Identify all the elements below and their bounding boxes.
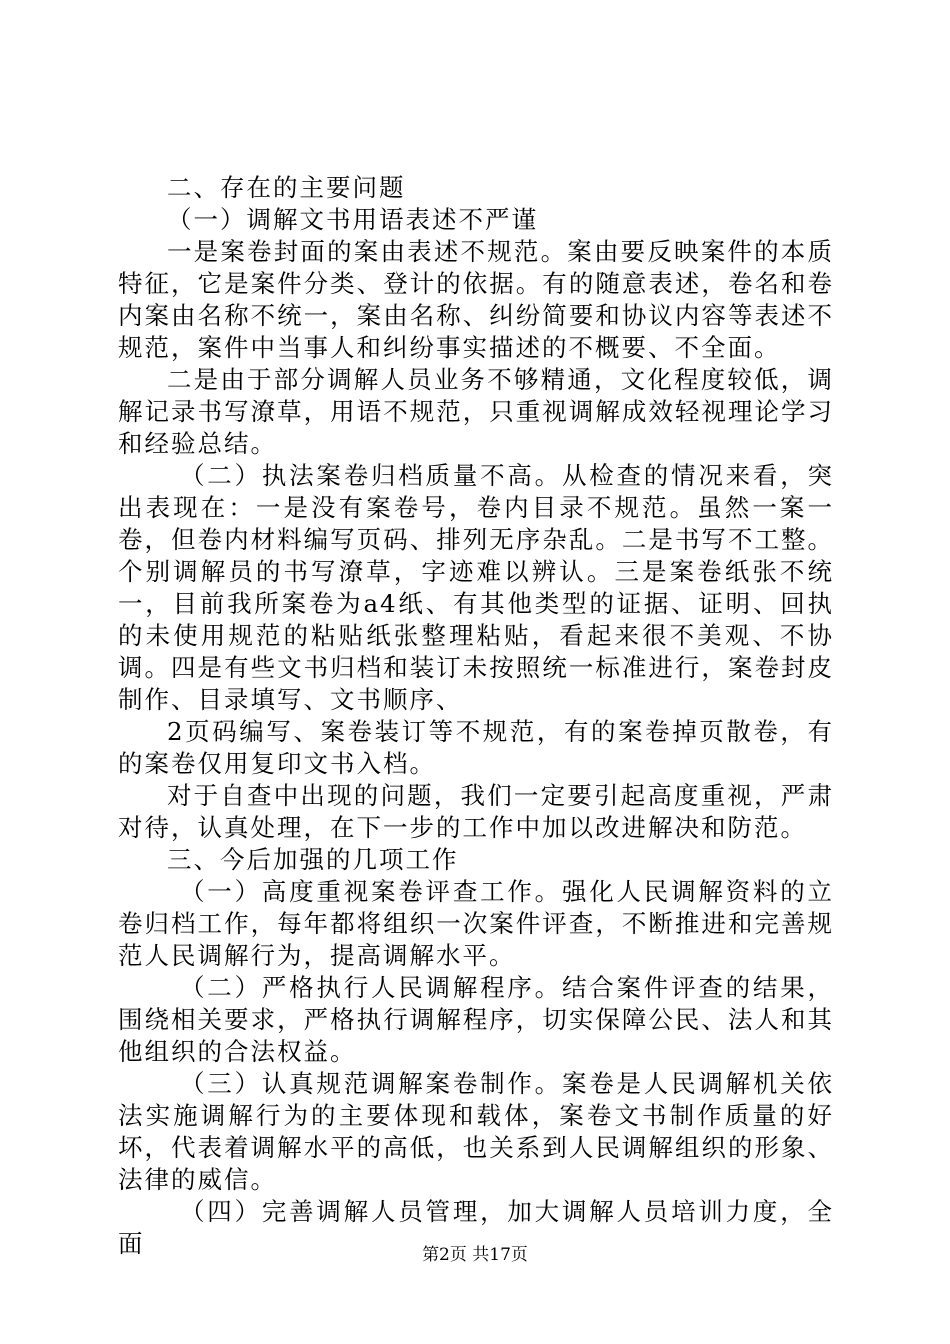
paragraph-staff-skills: 二是由于部分调解人员业务不够精通，文化程度较低，调解记录书写潦草，用语不规范，只重视调解成效轻视理论学习和经验总结。 <box>118 365 834 458</box>
paragraph-page-numbering: 2页码编写、案卷装订等不规范，有的案卷掉页散卷，有的案卷仅用复印文书入档。 <box>118 717 834 778</box>
section-heading-future-work: 三、今后加强的几项工作 <box>167 845 459 874</box>
paragraph-case-production: （三）认真规范调解案卷制作。案卷是人民调解机关依法实施调解行为的主要体现和载体，案卷文书制作质量的好坏，代表着调解水平的高低，也关系到人民调解组织的形象、法律的威信。 <box>118 1069 834 1194</box>
paragraph-procedure: （二）严格执行人民调解程序。结合案件评查的结果，围绕相关要求，严格执行调解程序，切实保障公民、法人和其他组织的合法权益。 <box>118 973 834 1066</box>
page-footer: 第2页 共17页 <box>422 1245 528 1265</box>
paragraph-self-check: 对于自查中出现的问题，我们一定要引起高度重视，严肃对待，认真处理，在下一步的工作中加以改进解决和防范。 <box>118 781 834 842</box>
document-body <box>118 172 834 1260</box>
paragraph-staff-management: （四）完善调解人员管理，加大调解人员培训力度，全面 <box>118 1197 834 1258</box>
subsection-heading-wording: （一）调解文书用语表述不严谨 <box>167 205 538 234</box>
section-heading-problems: 二、存在的主要问题 <box>167 173 406 202</box>
paragraph-review-work: （一）高度重视案卷评查工作。强化人民调解资料的立卷归档工作，每年都将组织一次案件评查，不断推进和完善规范人民调解行为，提高调解水平。 <box>118 877 834 970</box>
paragraph-archive-quality: （二）执法案卷归档质量不高。从检查的情况来看，突出表现在：一是没有案卷号，卷内目录不规范。虽然一案一卷，但卷内材料编写页码、排列无序杂乱。二是书写不工整。个别调解员的书写潦草，字迹难以辨认。三是案卷纸张不统一，目前我所案卷为a4纸、有其他类型的证据、证明、回执的未使用规范的粘贴纸张整理粘贴，看起来很不美观、不协调。四是有些文书归档和装订未按照统一标准进行，案卷封皮制作、目录填写、文书顺序、 <box>118 461 834 714</box>
paragraph-case-cover: 一是案卷封面的案由表述不规范。案由要反映案件的本质特征，它是案件分类、登计的依据。有的随意表述，卷名和卷内案由名称不统一，案由名称、纠纷简要和协议内容等表述不规范，案件中当事人和纠纷事实描述的不概要、不全面。 <box>118 237 834 362</box>
